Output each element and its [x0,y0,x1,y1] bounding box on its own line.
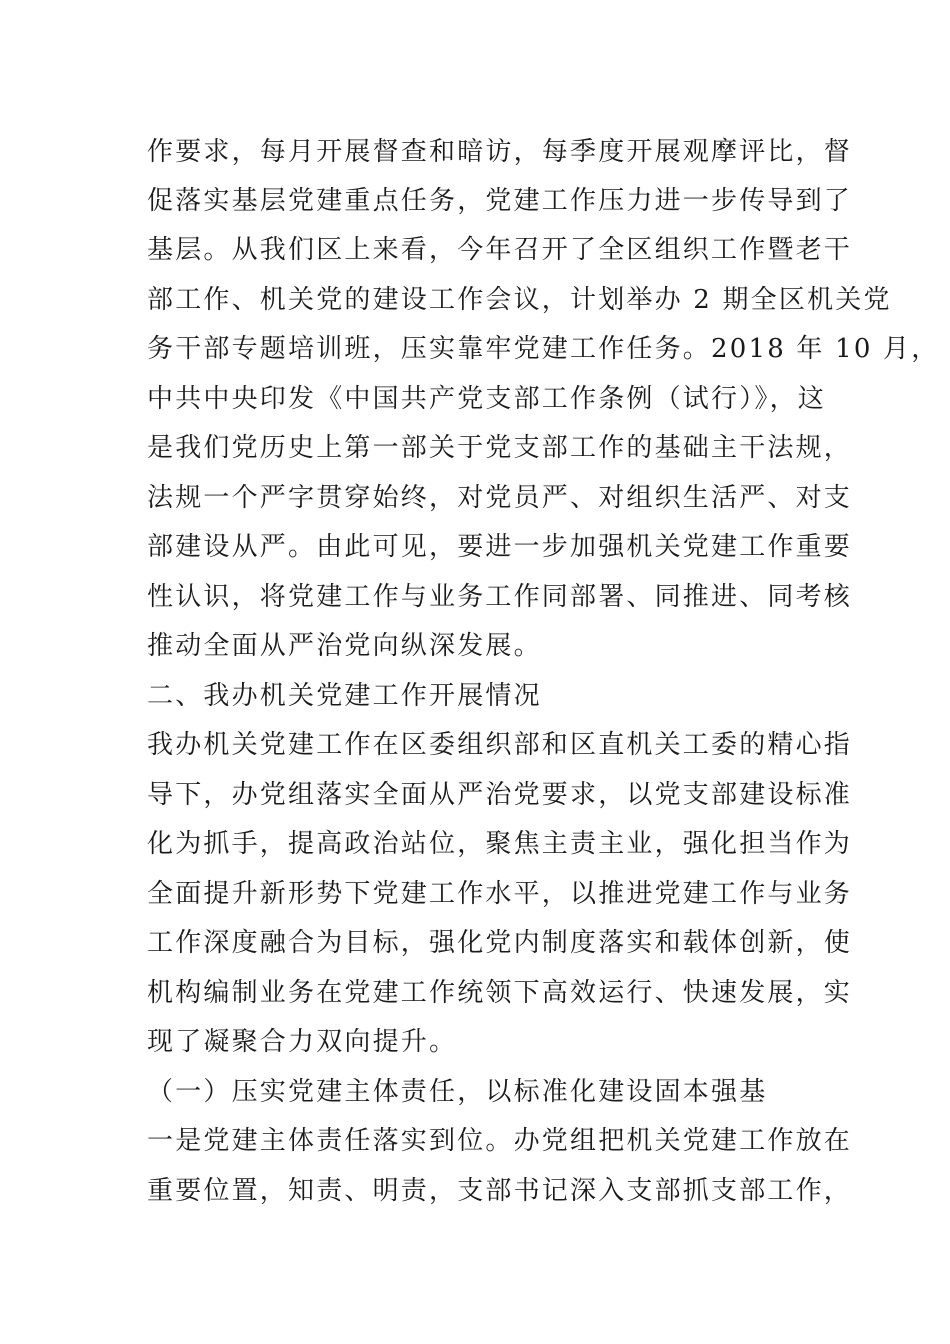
text-line: 导下，办党组落实全面从严治党要求，以党支部建设标准 [147,780,853,810]
text-line: 现了凝聚合力双向提升。 [147,1027,458,1057]
text-line: 务干部专题培训班，压实靠牢党建工作任务。2018 年 10 月， [147,334,940,364]
text-line: 全面提升新形势下党建工作水平，以推进党建工作与业务 [147,879,853,909]
text-line: 化为抓手，提高政治站位，聚焦主责主业，强化担当作为 [147,829,853,859]
text-line: 中共中央印发《中国共产党支部工作条例（试行）》，这 [147,384,827,414]
text-line: 部工作、机关党的建设工作会议，计划举办 2 期全区机关党 [147,285,892,315]
text-line: 机构编制业务在党建工作统领下高效运行、快速发展，实 [147,978,853,1008]
text-line: 性认识，将党建工作与业务工作同部署、同推进、同考核 [147,582,853,612]
text-line: 促落实基层党建重点任务，党建工作压力进一步传导到了 [147,186,853,216]
text-line: 重要位置，知责、明责，支部书记深入支部抓支部工作， [147,1176,853,1206]
section-heading: 二、我办机关党建工作开展情况 [147,681,542,711]
subsection-heading: （一）压实党建主体责任，以标准化建设固本强基 [147,1077,768,1107]
text-line: 我办机关党建工作在区委组织部和区直机关工委的精心指 [147,730,853,760]
text-line: 作要求，每月开展督查和暗访，每季度开展观摩评比，督 [147,137,853,167]
text-line: 法规一个严字贯穿始终，对党员严、对组织生活严、对支 [147,483,853,513]
text-line: 基层。从我们区上来看，今年召开了全区组织工作暨老干 [147,235,853,265]
text-line: 是我们党历史上第一部关于党支部工作的基础主干法规， [147,433,853,463]
text-line: 部建设从严。由此可见，要进一步加强机关党建工作重要 [147,532,853,562]
text-line: 工作深度融合为目标，强化党内制度落实和载体创新，使 [147,928,853,958]
text-line: 一是党建主体责任落实到位。办党组把机关党建工作放在 [147,1126,853,1156]
text-line: 推动全面从严治党向纵深发展。 [147,631,542,661]
